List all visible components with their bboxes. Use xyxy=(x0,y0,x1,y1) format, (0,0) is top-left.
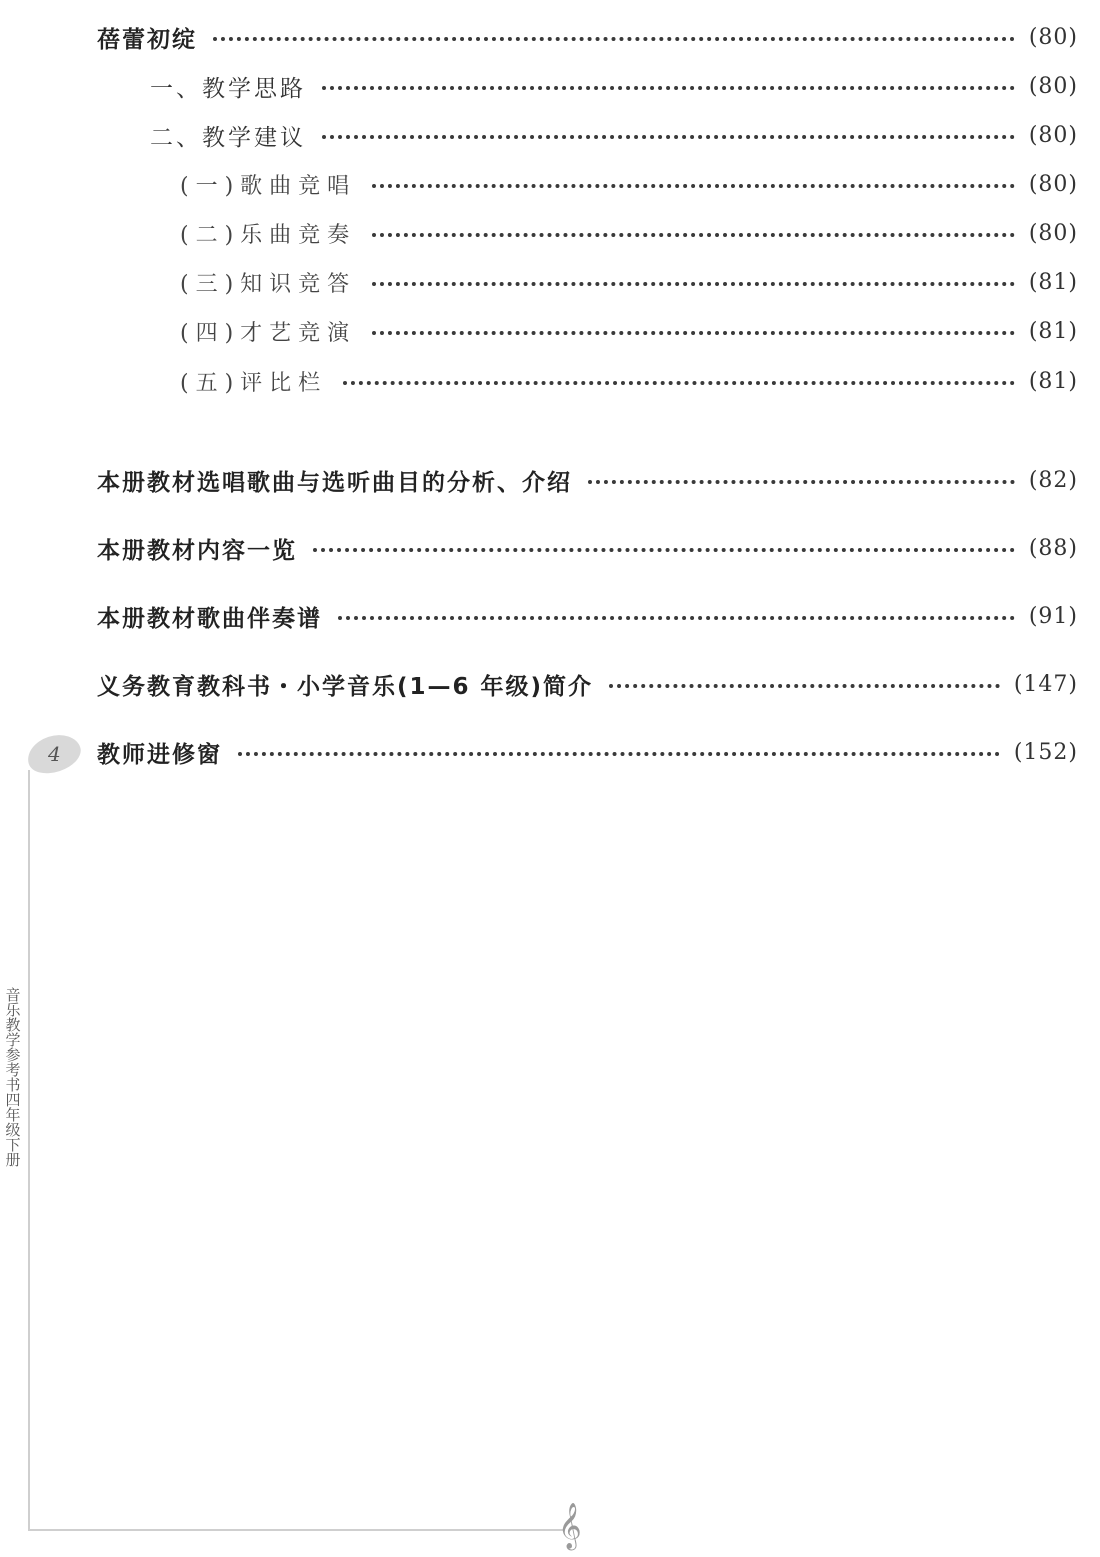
toc-entry-title: 义务教育教科书・小学音乐(1—6 年级)简介 xyxy=(97,673,594,700)
toc-page-number: (88) xyxy=(1028,535,1078,561)
toc-entry-title: 本册教材歌曲伴奏谱 xyxy=(97,605,322,632)
toc-page-number: (80) xyxy=(1028,73,1078,99)
toc-entry[interactable] xyxy=(97,462,1078,498)
frame-border-left xyxy=(28,770,30,1530)
toc-entry-title: (一)歌曲竞唱 xyxy=(180,173,357,199)
toc-page-number: (82) xyxy=(1028,467,1078,493)
toc-entry-title: 本册教材选唱歌曲与选听曲目的分析、介绍 xyxy=(97,469,572,496)
dot-leader xyxy=(372,184,1015,188)
dot-leader xyxy=(322,86,1015,90)
toc-entry[interactable] xyxy=(97,530,1078,566)
dot-leader xyxy=(372,233,1015,237)
toc-entry[interactable] xyxy=(180,313,1078,349)
toc-entry[interactable] xyxy=(150,68,1078,104)
dot-leader xyxy=(588,480,1015,484)
toc-page-number: (80) xyxy=(1028,171,1078,197)
toc-page-number: (91) xyxy=(1028,603,1078,629)
toc-entry[interactable] xyxy=(180,264,1078,300)
toc-page-number: (81) xyxy=(1028,269,1078,295)
toc-entry[interactable] xyxy=(180,215,1078,251)
toc-page-number: (152) xyxy=(1013,739,1078,765)
dot-leader xyxy=(338,616,1015,620)
toc-entry-title: 教师进修窗 xyxy=(97,741,222,768)
dot-leader xyxy=(213,37,1015,41)
dot-leader xyxy=(372,331,1015,335)
toc-entry[interactable] xyxy=(180,363,1078,399)
toc-entry[interactable] xyxy=(97,19,1078,55)
toc-page-number: (81) xyxy=(1028,368,1078,394)
dot-leader xyxy=(343,381,1015,385)
toc-entry[interactable] xyxy=(97,666,1078,702)
toc-page-number: (80) xyxy=(1028,24,1078,50)
page-number: 4 xyxy=(47,742,61,767)
toc-entry-title: (三)知识竞答 xyxy=(180,271,357,297)
dot-leader xyxy=(609,684,1000,688)
toc-entry-title: 二、教学建议 xyxy=(150,124,306,151)
toc-entry-title: (五)评比栏 xyxy=(180,370,328,396)
toc-entry[interactable] xyxy=(150,117,1078,153)
toc-page-number: (80) xyxy=(1028,220,1078,246)
toc-entry-title: (二)乐曲竞奏 xyxy=(180,222,357,248)
toc-entry[interactable] xyxy=(97,598,1078,634)
dot-leader xyxy=(313,548,1015,552)
toc-page-number: (81) xyxy=(1028,318,1078,344)
frame-border-bottom xyxy=(28,1529,563,1531)
toc-page-number: (147) xyxy=(1013,671,1078,697)
dot-leader xyxy=(238,752,1000,756)
toc-entry-title: 蓓蕾初绽 xyxy=(97,26,197,53)
toc-entry-title: 本册教材内容一览 xyxy=(97,537,297,564)
book-side-title: 音乐教学参考书四年级下册 xyxy=(5,986,21,1169)
toc-entry[interactable] xyxy=(180,166,1078,202)
dot-leader xyxy=(372,282,1015,286)
dot-leader xyxy=(322,135,1015,139)
treble-clef-icon: 𝄞 xyxy=(558,1503,582,1549)
toc-entry-title: (四)才艺竞演 xyxy=(180,320,357,346)
toc-entry[interactable] xyxy=(97,734,1078,770)
toc-page-number: (80) xyxy=(1028,122,1078,148)
toc-entry-title: 一、教学思路 xyxy=(150,75,306,102)
